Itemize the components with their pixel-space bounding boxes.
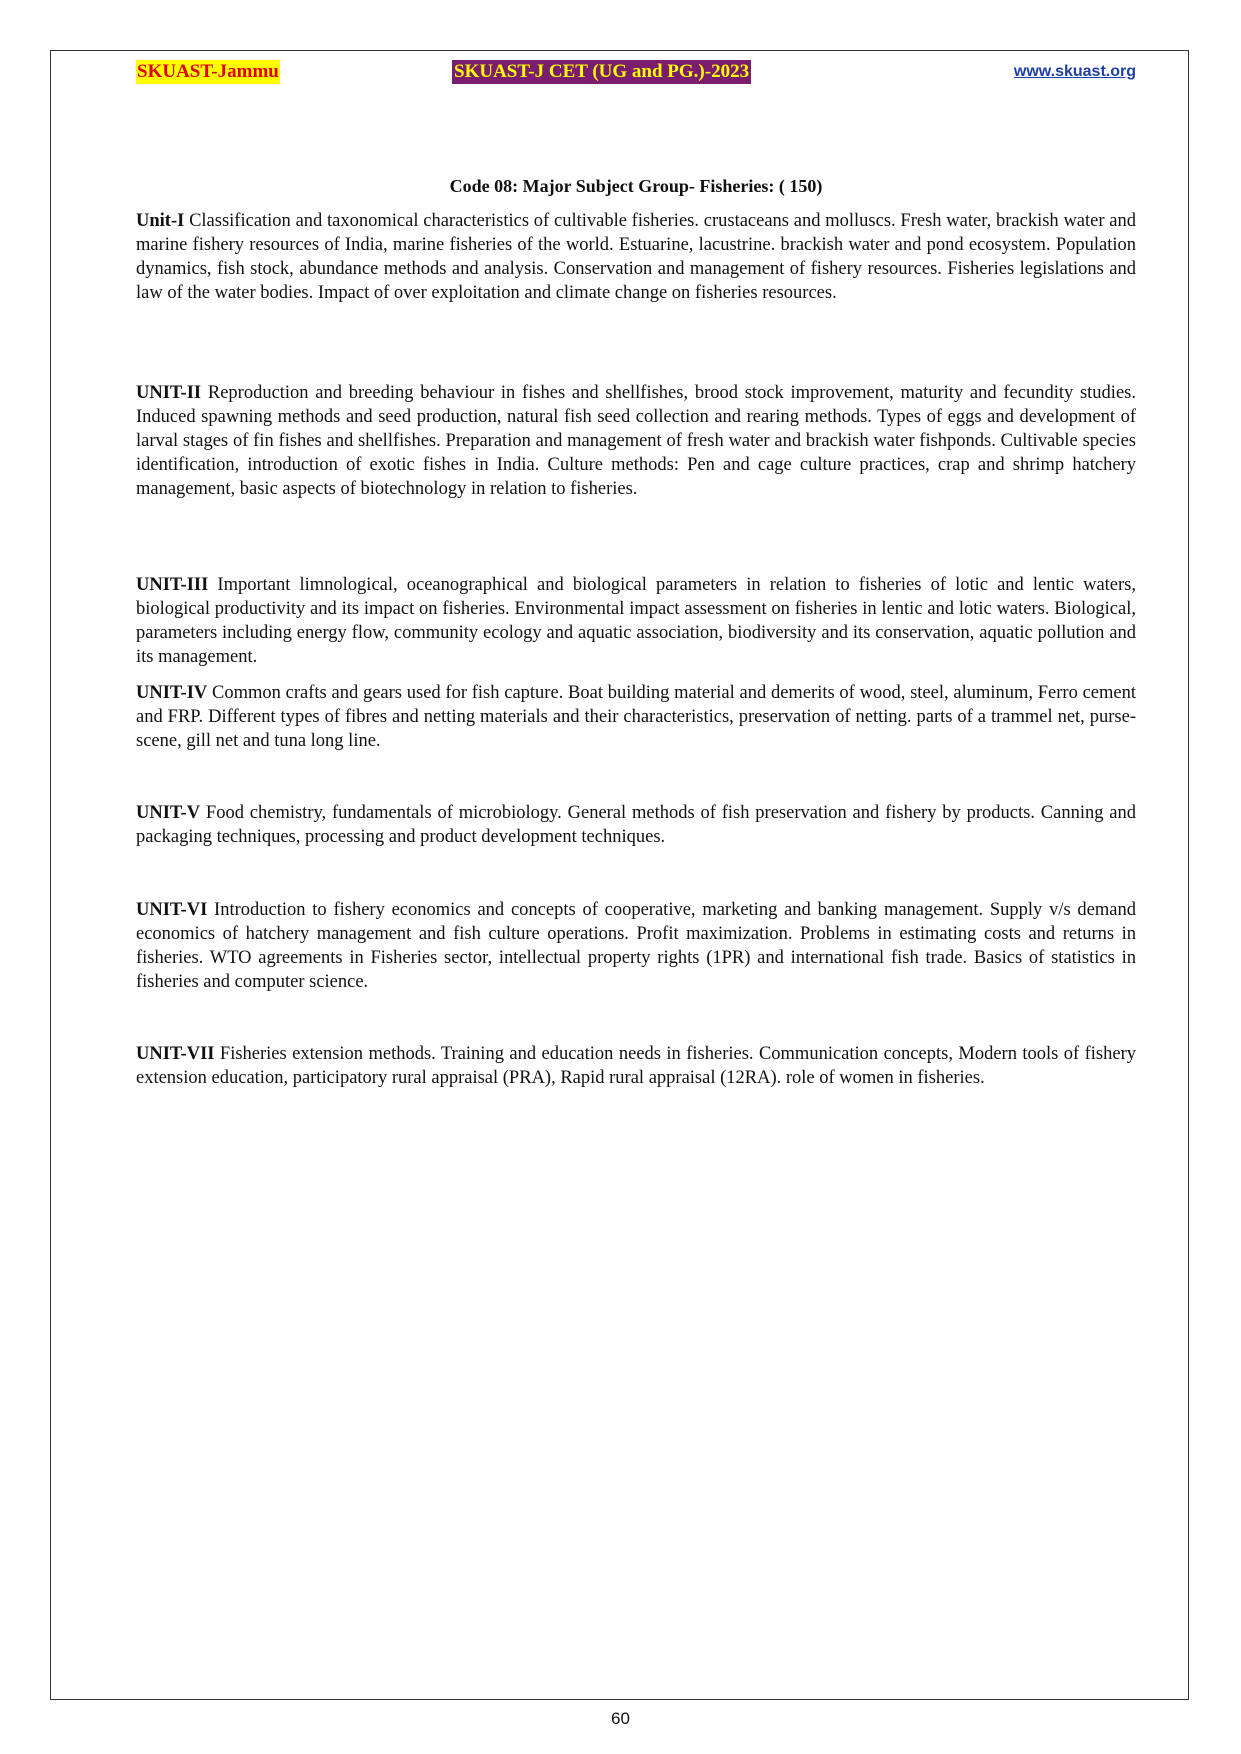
unit-text: Classification and taxonomical characteristics of cultivable fisheries. crustaceans and molluscs. Fresh water, brackish water and marine fishery resources of India, marine fisheries of the world. Estuarine, lacustrine. brackish water and pond ecosystem. Population dynamics, fish stock, abundance methods and analysis. Conservation and management of fishery resources. Fisheries legislations and law of the water bodies. Impact of over exploitation and climate change on fisheries resources. (136, 211, 1136, 303)
header-institution: SKUAST-Jammu (137, 61, 279, 82)
unit-label: UNIT-V (136, 803, 201, 823)
unit-5-paragraph (136, 801, 1136, 849)
unit-label: UNIT-III (136, 575, 209, 595)
unit-text: Food chemistry, fundamentals of microbiology. General methods of fish preservation and fishery by products. Canning and packaging techniques, processing and product development techniques. (136, 803, 1136, 847)
unit-text: Important limnological, oceanographical and biological parameters in relation to fisheries of lotic and lentic waters, biological productivity and its impact on fisheries. Environmental impact assessment on fisheries in lentic and lotic waters. Biological, parameters including energy flow, community ecology and aquatic association, biodiversity and its conservation, aquatic pollution and its management. (136, 575, 1136, 667)
unit-label: UNIT-II (136, 383, 202, 403)
unit-text: Common crafts and gears used for fish capture. Boat building material and demerits of wood, steel, aluminum, Ferro cement and FRP. Different types of fibres and netting materials and their characteristics, preservation of netting. parts of a trammel net, purse-scene, gill net and tuna long line. (136, 683, 1136, 751)
unit-label: UNIT-VI (136, 900, 208, 920)
unit-6-paragraph (136, 898, 1136, 994)
unit-7-paragraph (136, 1042, 1136, 1090)
section-title: Code 08: Major Subject Group- Fisheries: ( 150) (449, 176, 823, 196)
unit-text: Reproduction and breeding behaviour in fishes and shellfishes, brood stock improvement, maturity and fecundity studies. Induced spawning methods and seed production, natural fish seed collection and rearing methods. Types of eggs and development of larval stages of fin fishes and shellfishes. Preparation and management of fresh water and brackish water fishponds. Cultivable species identification, introduction of exotic fishes in India. Culture methods: Pen and cage culture practices, crap and shrimp hatchery management, basic aspects of biotechnology in relation to fisheries. (136, 383, 1136, 499)
unit-4-paragraph (136, 681, 1136, 753)
unit-text: Fisheries extension methods. Training and education needs in fisheries. Communication concepts, Modern tools of fishery extension education, participatory rural appraisal (PRA), Rapid rural appraisal (12RA). role of women in fisheries. (136, 1044, 1136, 1088)
unit-2-paragraph (136, 381, 1136, 501)
header-website-link[interactable]: www.skuast.org (1013, 63, 1136, 80)
unit-3-paragraph (136, 573, 1136, 669)
unit-label: Unit-I (136, 211, 185, 231)
unit-label: UNIT-IV (136, 683, 208, 703)
page-header (136, 60, 1136, 86)
unit-1-paragraph (136, 209, 1136, 305)
page-number: 60 (611, 1709, 630, 1728)
header-exam-title: SKUAST-J CET (UG and PG.)-2023 (454, 61, 750, 82)
unit-label: UNIT-VII (136, 1044, 215, 1064)
unit-text: Introduction to fishery economics and concepts of cooperative, marketing and banking management. Supply v/s demand economics of hatchery management and fish culture operations. Profit maximization. Problems in estimating costs and returns in fisheries. WTO agreements in Fisheries sector, intellectual property rights (1PR) and international fish trade. Basics of statistics in fisheries and computer science. (136, 900, 1136, 992)
